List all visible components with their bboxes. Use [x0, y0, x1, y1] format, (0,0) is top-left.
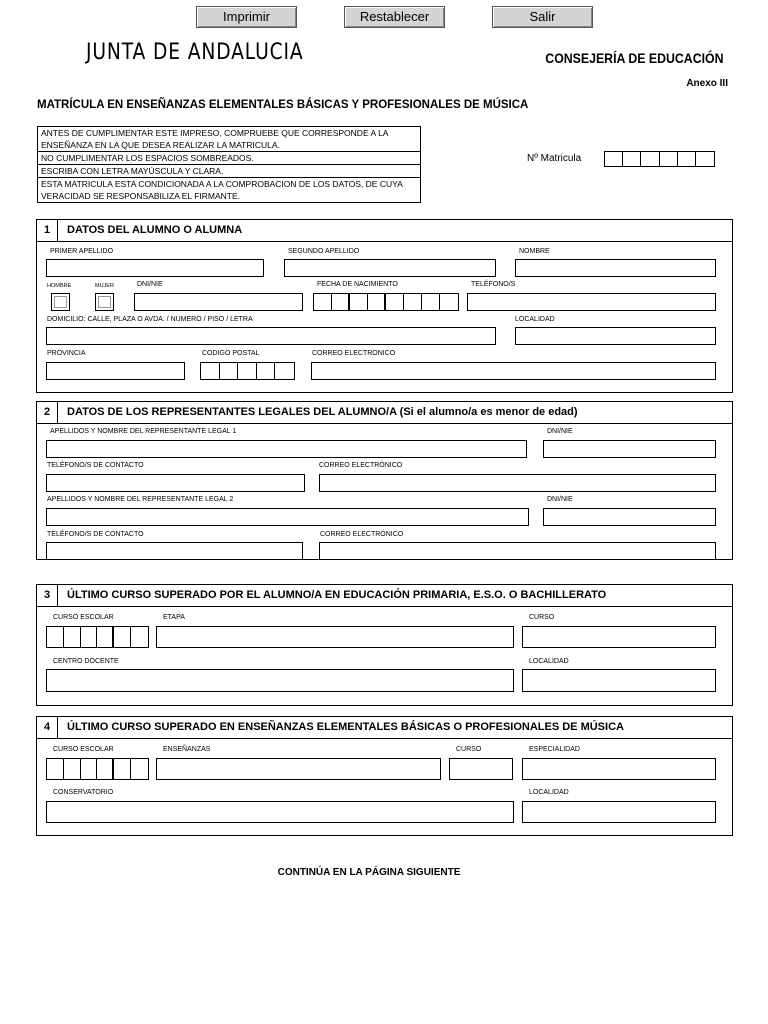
curso-escolar-field[interactable]: [46, 626, 149, 648]
curso-label: CURSO: [529, 614, 555, 621]
instruction-note: NO CUMPLIMENTAR LOS ESPACIOS SOMBREADOS.: [38, 152, 420, 165]
section-number: 4: [37, 717, 58, 738]
section-number: 3: [37, 585, 58, 606]
section-number: 2: [37, 402, 58, 423]
correo1-field[interactable]: [319, 474, 716, 492]
telefono1-label: TELÉFONO/S DE CONTACTO: [47, 462, 144, 469]
section-general-education: [36, 584, 733, 706]
dni1-field[interactable]: [543, 440, 716, 458]
provincia-field[interactable]: [46, 362, 185, 380]
print-button[interactable]: Imprimir: [196, 6, 297, 28]
conservatorio-field[interactable]: [46, 801, 514, 823]
instruction-note: ESCRIBA CON LETRA MAYÚSCULA Y CLARA.: [38, 165, 420, 178]
especialidad-label: ESPECIALIDAD: [529, 746, 580, 753]
curso-escolar-label: CURSO ESCOLAR: [53, 746, 114, 753]
fecha-nacimiento-field[interactable]: [313, 293, 459, 311]
hombre-checkbox[interactable]: [51, 293, 70, 311]
instruction-note: ANTES DE CUMPLIMENTAR ESTE IMPRESO, COMPRUEBE QUE CORRESPONDE A LA ENSEÑANZA EN LA QUE DESEA REALIZAR LA MATRICULA.: [38, 127, 420, 152]
centro-docente-label: CENTRO DOCENTE: [53, 658, 119, 665]
section-title: DATOS DEL ALUMNO O ALUMNA: [67, 224, 243, 236]
section-title: ÚLTIMO CURSO SUPERADO EN ENSEÑANZAS ELEMENTALES BÁSICAS O PROFESIONALES DE MÚSICA: [67, 721, 624, 733]
conservatorio-label: CONSERVATORIO: [53, 789, 114, 796]
domicilio-label: DOMICILIO: CALLE, PLAZA O AVDA. / NUMERO / PISO / LETRA: [47, 316, 253, 323]
instructions-box: [37, 126, 421, 203]
section-title: ÚLTIMO CURSO SUPERADO POR EL ALUMNO/A EN EDUCACIÓN PRIMARIA, E.S.O. O BACHILLERATO: [67, 589, 607, 601]
telefono-label: TELÉFONO/S: [471, 281, 516, 288]
representante2-field[interactable]: [46, 508, 529, 526]
correo1-label: CORREO ELECTRÓNICO: [319, 462, 403, 469]
nombre-label: NOMBRE: [519, 248, 550, 255]
section-header: [37, 585, 732, 607]
representante2-label: APELLIDOS Y NOMBRE DEL REPRESENTANTE LEGAL 2: [47, 496, 234, 503]
dni1-label: DNI/NIE: [547, 428, 573, 435]
telefono1-field[interactable]: [46, 474, 305, 492]
especialidad-field[interactable]: [522, 758, 716, 780]
mujer-label: MUJER: [95, 283, 114, 289]
correo2-field[interactable]: [319, 542, 716, 560]
codigo-postal-label: CODIGO POSTAL: [202, 350, 260, 357]
section-header: [37, 220, 732, 242]
localidad-label: LOCALIDAD: [515, 316, 555, 323]
segundo-apellido-field[interactable]: [284, 259, 496, 277]
curso-label: CURSO: [456, 746, 482, 753]
junta-logo: JUNTA DE ANDALUCIA: [86, 40, 304, 65]
primer-apellido-field[interactable]: [46, 259, 264, 277]
correo2-label: CORREO ELECTRÓNICO: [320, 531, 404, 538]
representante1-field[interactable]: [46, 440, 527, 458]
section-number: 1: [37, 220, 58, 241]
domicilio-field[interactable]: [46, 327, 496, 345]
correo-field[interactable]: [311, 362, 716, 380]
annex-label: Anexo III: [686, 78, 728, 89]
dni2-field[interactable]: [543, 508, 716, 526]
matricula-number-field[interactable]: [604, 151, 715, 167]
section-music-education: [36, 716, 733, 836]
segundo-apellido-label: SEGUNDO APELLIDO: [288, 248, 360, 255]
dni-field[interactable]: [134, 293, 303, 311]
representante1-label: APELLIDOS Y NOMBRE DEL REPRESENTANTE LEGAL 1: [50, 428, 237, 435]
hombre-label: HOMBRE: [47, 283, 72, 289]
fecha-nacimiento-label: FECHA DE NACIMIENTO: [317, 281, 398, 288]
ensenanzas-field[interactable]: [156, 758, 441, 780]
reset-button[interactable]: Restablecer: [344, 6, 445, 28]
telefono-field[interactable]: [467, 293, 716, 311]
localidad-field[interactable]: [515, 327, 716, 345]
form-title: MATRÍCULA EN ENSEÑANZAS ELEMENTALES BÁSICAS Y PROFESIONALES DE MÚSICA: [37, 99, 529, 111]
curso-escolar-field[interactable]: [46, 758, 149, 780]
section-header: [37, 717, 732, 739]
correo-label: CORREO ELECTRONICO: [312, 350, 396, 357]
continue-notice: CONTINÚA EN LA PÁGINA SIGUIENTE: [277, 867, 461, 878]
curso-field[interactable]: [449, 758, 513, 780]
dni-label: DNI/NIE: [137, 281, 163, 288]
section-student: [36, 219, 733, 393]
etapa-field[interactable]: [156, 626, 514, 648]
localidad-field[interactable]: [522, 801, 716, 823]
telefono2-label: TELÉFONO/S DE CONTACTO: [47, 531, 144, 538]
provincia-label: PROVINCIA: [47, 350, 86, 357]
localidad-label: LOCALIDAD: [529, 658, 569, 665]
instruction-note: ESTA MATRICULA ESTA CONDICIONADA A LA COMPROBACION DE LOS DATOS, DE CUYA VERACIDAD SE RESPONSABILIZA EL FIRMANTE.: [41, 179, 403, 201]
ministry-name: CONSEJERÍA DE EDUCACIÓN: [545, 50, 724, 66]
curso-field[interactable]: [522, 626, 716, 648]
mujer-checkbox[interactable]: [95, 293, 114, 311]
section-title: DATOS DE LOS REPRESENTANTES LEGALES DEL ALUMNO/A (Si el alumno/a es menor de edad): [67, 406, 578, 418]
etapa-label: ETAPA: [163, 614, 185, 621]
section-legal-representatives: [36, 401, 733, 560]
curso-escolar-label: CURSO ESCOLAR: [53, 614, 114, 621]
section-header: [37, 402, 732, 424]
matricula-label: Nº Matricula: [527, 153, 582, 164]
codigo-postal-field[interactable]: [200, 362, 295, 380]
telefono2-field[interactable]: [46, 542, 303, 560]
centro-docente-field[interactable]: [46, 669, 514, 692]
localidad-label: LOCALIDAD: [529, 789, 569, 796]
localidad-field[interactable]: [522, 669, 716, 692]
nombre-field[interactable]: [515, 259, 716, 277]
exit-button[interactable]: Salir: [492, 6, 593, 28]
ensenanzas-label: ENSEÑANZAS: [163, 746, 211, 753]
primer-apellido-label: PRIMER APELLIDO: [50, 248, 114, 255]
dni2-label: DNI/NIE: [547, 496, 573, 503]
